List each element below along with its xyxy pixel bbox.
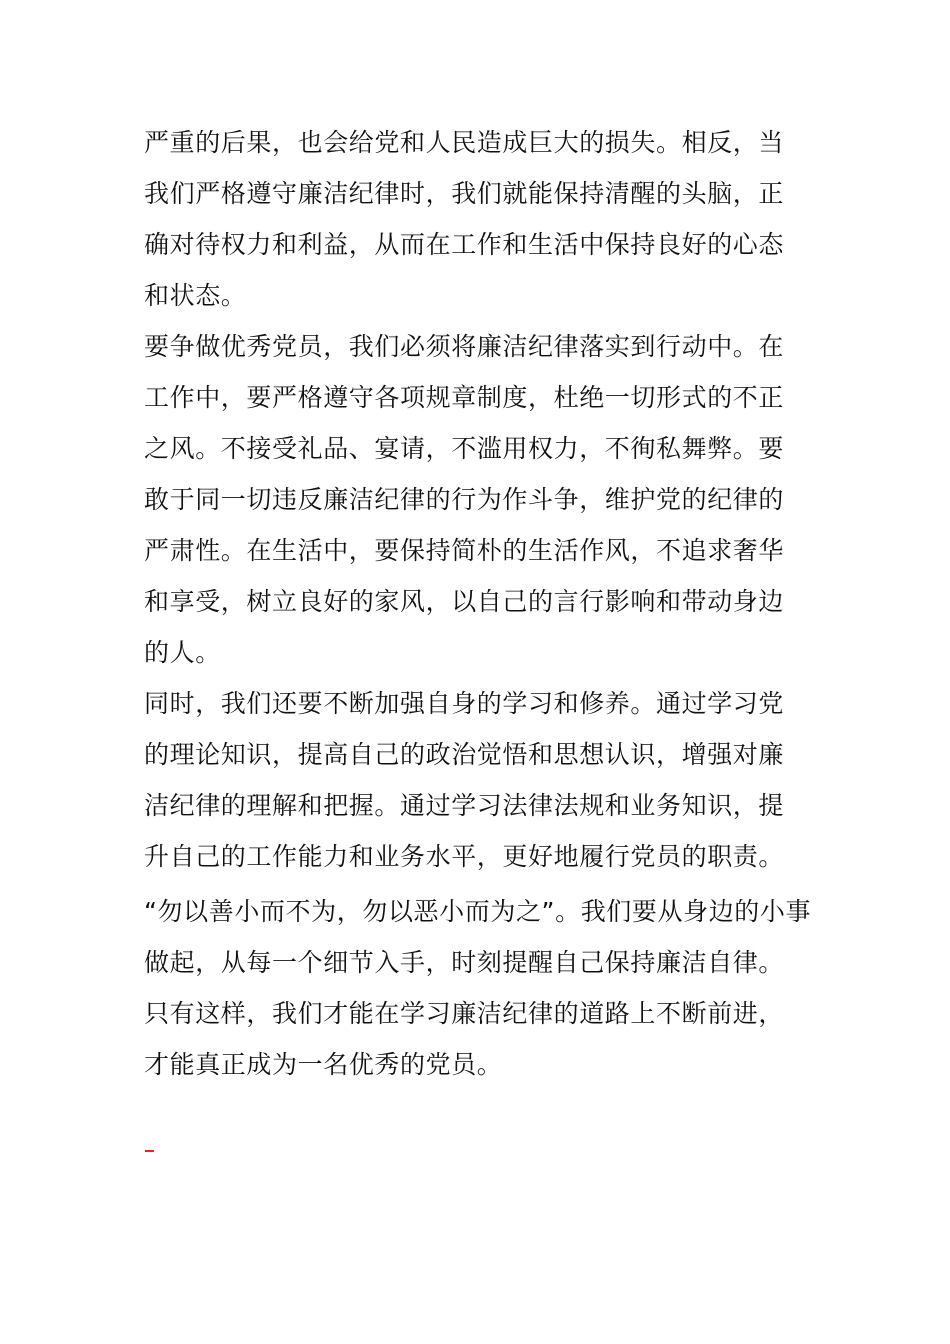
text-line: 只有这样，我们才能在学习廉洁纪律的道路上不断前进， (144, 999, 785, 1028)
text-line: 和享受，树立良好的家风，以自己的言行影响和带动身边 (144, 587, 785, 616)
text-line: 工作中，要严格遵守各项规章制度，杜绝一切形式的不正 (144, 383, 785, 412)
text-line: 确对待权力和利益，从而在工作和生活中保持良好的心态 (144, 230, 785, 259)
text-line: 我们严格遵守廉洁纪律时，我们就能保持清醒的头脑，正 (144, 179, 785, 208)
text-line: 升自己的工作能力和业务水平，更好地履行党员的职责。 (144, 842, 785, 871)
text-line: 的人。 (144, 638, 221, 667)
text-line: 要争做优秀党员，我们必须将廉洁纪律落实到行动中。在 (144, 332, 785, 361)
text-line: 的理论知识，提高自己的政治觉悟和思想认识，增强对廉 (144, 740, 785, 769)
text-line: 敢于同一切违反廉洁纪律的行为作斗争，维护党的纪律的 (144, 485, 785, 514)
text-line: 同时，我们还要不断加强自身的学习和修养。通过学习党 (144, 689, 785, 718)
text-line: “勿以善小而不为，勿以恶小而为之”。我们要从身边的小事 (144, 897, 812, 926)
text-line: 和状态。 (144, 281, 247, 310)
text-line: 之风。不接受礼品、宴请，不滥用权力，不徇私舞弊。要 (144, 434, 785, 463)
text-line: 严重的后果，也会给党和人民造成巨大的损失。相反，当 (144, 128, 785, 157)
text-line: 做起，从每一个细节入手，时刻提醒自己保持廉洁自律。 (144, 948, 785, 977)
red-marker (145, 1150, 154, 1152)
text-line: 才能真正成为一名优秀的党员。 (144, 1050, 503, 1079)
text-line: 洁纪律的理解和把握。通过学习法律法规和业务知识，提 (144, 791, 785, 820)
text-line: 严肃性。在生活中，要保持简朴的生活作风，不追求奢华 (144, 536, 785, 565)
